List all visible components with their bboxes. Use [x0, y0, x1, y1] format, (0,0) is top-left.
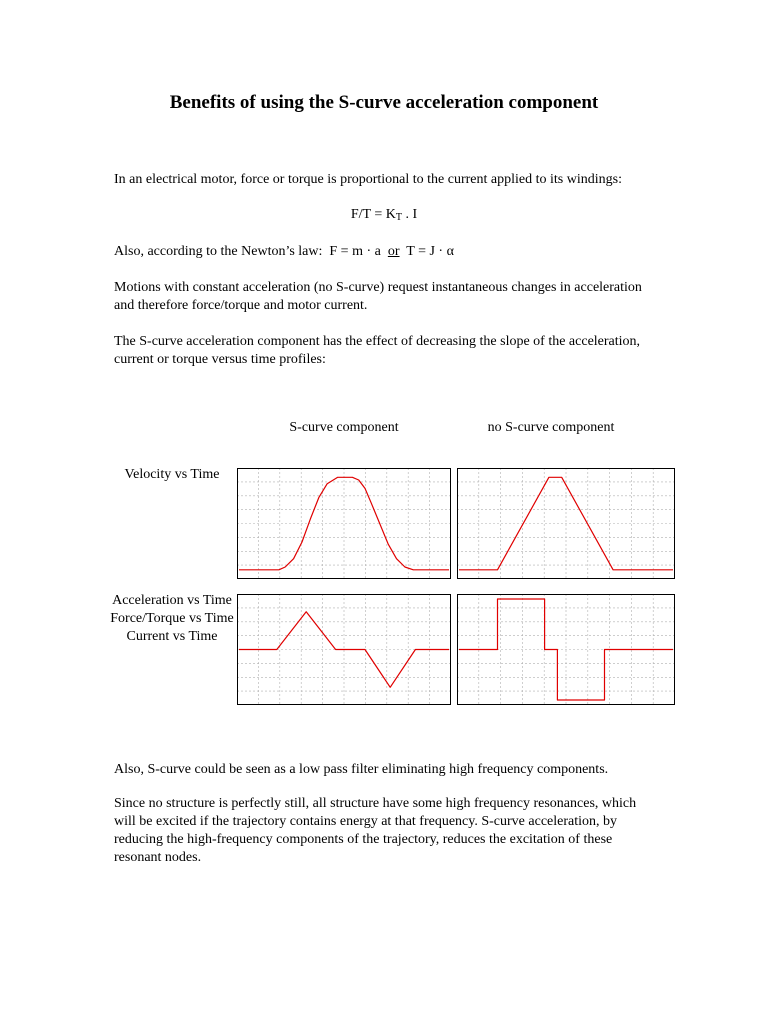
row-label-velocity: Velocity vs Time	[124, 467, 220, 482]
newton-prefix: Also, according to the Newton’s law: F = m · a	[114, 244, 388, 259]
plot-svg	[237, 594, 451, 705]
resonance-paragraph: Since no structure is perfectly still, all structure have some high frequency resonances, which will be excited if the trajectory contains energy at that frequency. S-curve acceleration, by reducing the high-frequency components of the trajectory, reduces the excitation of these resonant nodes.	[114, 796, 637, 865]
plot-velocity-no-s-curve	[457, 468, 675, 579]
page-title: Benefits of using the S-curve acceleration component	[169, 92, 599, 113]
row-label-line-current: Current vs Time	[126, 629, 218, 644]
formula-subscript: T	[395, 212, 402, 223]
plot-acceleration-no-s-curve	[457, 594, 675, 705]
row-label-line-force-torque: Force/Torque vs Time	[110, 611, 234, 626]
formula-rhs: . I	[401, 207, 418, 222]
plot-velocity-s-curve	[237, 468, 451, 579]
formula-lhs: F/T = K	[350, 207, 396, 222]
newton-suffix: T = J · α	[399, 244, 454, 259]
column-header-s-curve: S-curve component	[289, 420, 399, 435]
low-pass-filter-paragraph: Also, S-curve could be seen as a low pass filter eliminating high frequency components.	[114, 762, 609, 777]
s-curve-effect-paragraph: The S-curve acceleration component has the effect of decreasing the slope of the acceleration, current or torque versus time profiles:	[114, 334, 641, 367]
newton-law-line	[114, 243, 654, 261]
plot-acceleration-s-curve	[237, 594, 451, 705]
plot-svg	[237, 468, 451, 579]
row-label-line-acceleration: Acceleration vs Time	[112, 593, 232, 608]
constant-acceleration-paragraph: Motions with constant acceleration (no S-curve) request instantaneous changes in acceleration and therefore force/torque and motor current.	[114, 280, 642, 313]
column-header-no-s-curve: no S-curve component	[487, 420, 615, 435]
plot-svg	[457, 468, 675, 579]
plot-svg	[457, 594, 675, 705]
torque-formula	[0, 207, 768, 223]
newton-or: or	[387, 244, 400, 259]
intro-paragraph: In an electrical motor, force or torque is proportional to the current applied to its windings:	[114, 172, 622, 187]
row-label-acceleration	[92, 592, 252, 646]
